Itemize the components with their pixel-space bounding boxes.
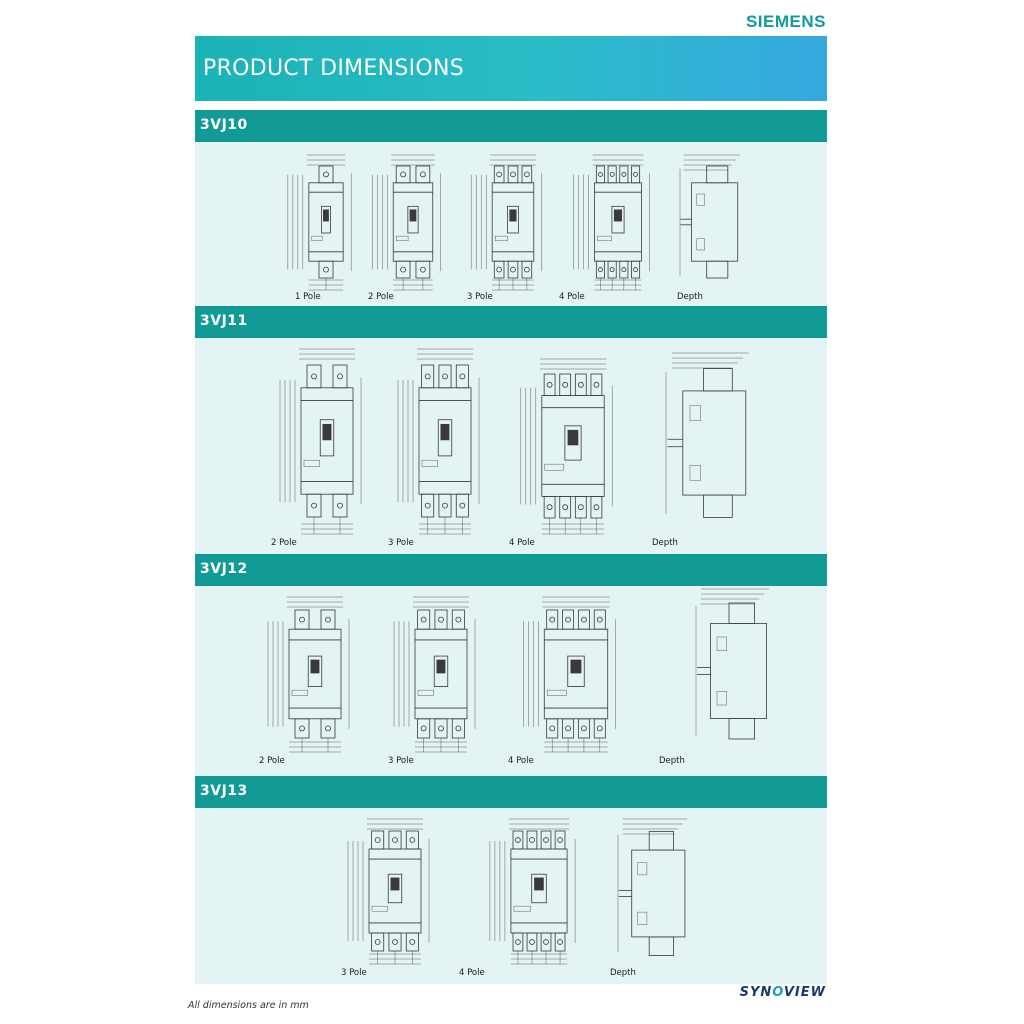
drawing-2-pole — [375, 152, 451, 292]
drawing-4-pole — [515, 594, 637, 754]
drawing-2-pole — [277, 346, 377, 536]
drawing-depth — [677, 152, 743, 292]
synoview-logo — [740, 985, 826, 1000]
drawing-depth — [693, 586, 773, 756]
section-title: 3VJ13 — [200, 783, 248, 799]
technical-drawing — [515, 594, 637, 754]
drawing-4-pole — [573, 152, 663, 292]
drawing-3-pole — [395, 346, 495, 536]
technical-drawing — [395, 346, 495, 536]
section-title: 3VJ12 — [200, 561, 248, 577]
caption-depth: Depth — [659, 756, 685, 766]
drawing-3-pole — [391, 594, 491, 754]
section-header-3vj11 — [195, 306, 827, 338]
logo-tail-text: VIEW — [783, 985, 826, 1000]
caption-2-pole: 2 Pole — [259, 756, 285, 766]
caption-2-pole: 2 Pole — [368, 292, 394, 302]
caption-3-pole: 3 Pole — [467, 292, 493, 302]
caption-depth: Depth — [652, 538, 678, 548]
drawing-3-pole — [473, 152, 553, 292]
caption-depth: Depth — [677, 292, 703, 302]
technical-drawing — [345, 816, 445, 966]
caption-4-pole: 4 Pole — [508, 756, 534, 766]
technical-drawing — [473, 152, 553, 292]
technical-drawing — [693, 586, 773, 756]
technical-drawing — [277, 346, 377, 536]
section-3vj13 — [195, 776, 827, 984]
caption-1-pole: 1 Pole — [295, 292, 321, 302]
technical-drawing — [391, 594, 491, 754]
technical-drawing — [677, 152, 743, 292]
drawing-depth — [615, 816, 691, 971]
technical-drawing — [513, 356, 633, 536]
section-header-3vj12 — [195, 554, 827, 586]
technical-drawing — [573, 152, 663, 292]
siemens-logo: SIEMENS — [745, 12, 826, 31]
section-3vj10 — [195, 110, 827, 306]
logo-main-text: SYN — [739, 985, 773, 1000]
technical-drawing — [485, 816, 593, 966]
drawing-1-pole — [293, 152, 359, 292]
caption-4-pole: 4 Pole — [459, 968, 485, 978]
caption-2-pole: 2 Pole — [271, 538, 297, 548]
caption-4-pole: 4 Pole — [509, 538, 535, 548]
section-title: 3VJ11 — [200, 313, 248, 329]
drawing-2-pole — [265, 594, 365, 754]
title-banner — [195, 36, 827, 101]
caption-3-pole: 3 Pole — [341, 968, 367, 978]
caption-3-pole: 3 Pole — [388, 538, 414, 548]
section-3vj12 — [195, 554, 827, 776]
page-title: PRODUCT DIMENSIONS — [203, 56, 465, 81]
section-title: 3VJ10 — [200, 117, 248, 133]
section-header-3vj10 — [195, 110, 827, 142]
logo-accent-letter: O — [772, 985, 784, 1000]
caption-3-pole: 3 Pole — [388, 756, 414, 766]
caption-depth: Depth — [610, 968, 636, 978]
drawing-depth — [663, 350, 753, 536]
technical-drawing — [293, 152, 359, 292]
technical-drawing — [265, 594, 365, 754]
drawing-3-pole — [345, 816, 445, 966]
drawing-4-pole — [485, 816, 593, 966]
section-3vj11 — [195, 306, 827, 554]
technical-drawing — [375, 152, 451, 292]
caption-4-pole: 4 Pole — [559, 292, 585, 302]
technical-drawing — [615, 816, 691, 971]
section-header-3vj13 — [195, 776, 827, 808]
dimensions-note: All dimensions are in mm — [188, 1000, 309, 1011]
drawing-4-pole — [513, 356, 633, 536]
technical-drawing — [663, 350, 753, 536]
